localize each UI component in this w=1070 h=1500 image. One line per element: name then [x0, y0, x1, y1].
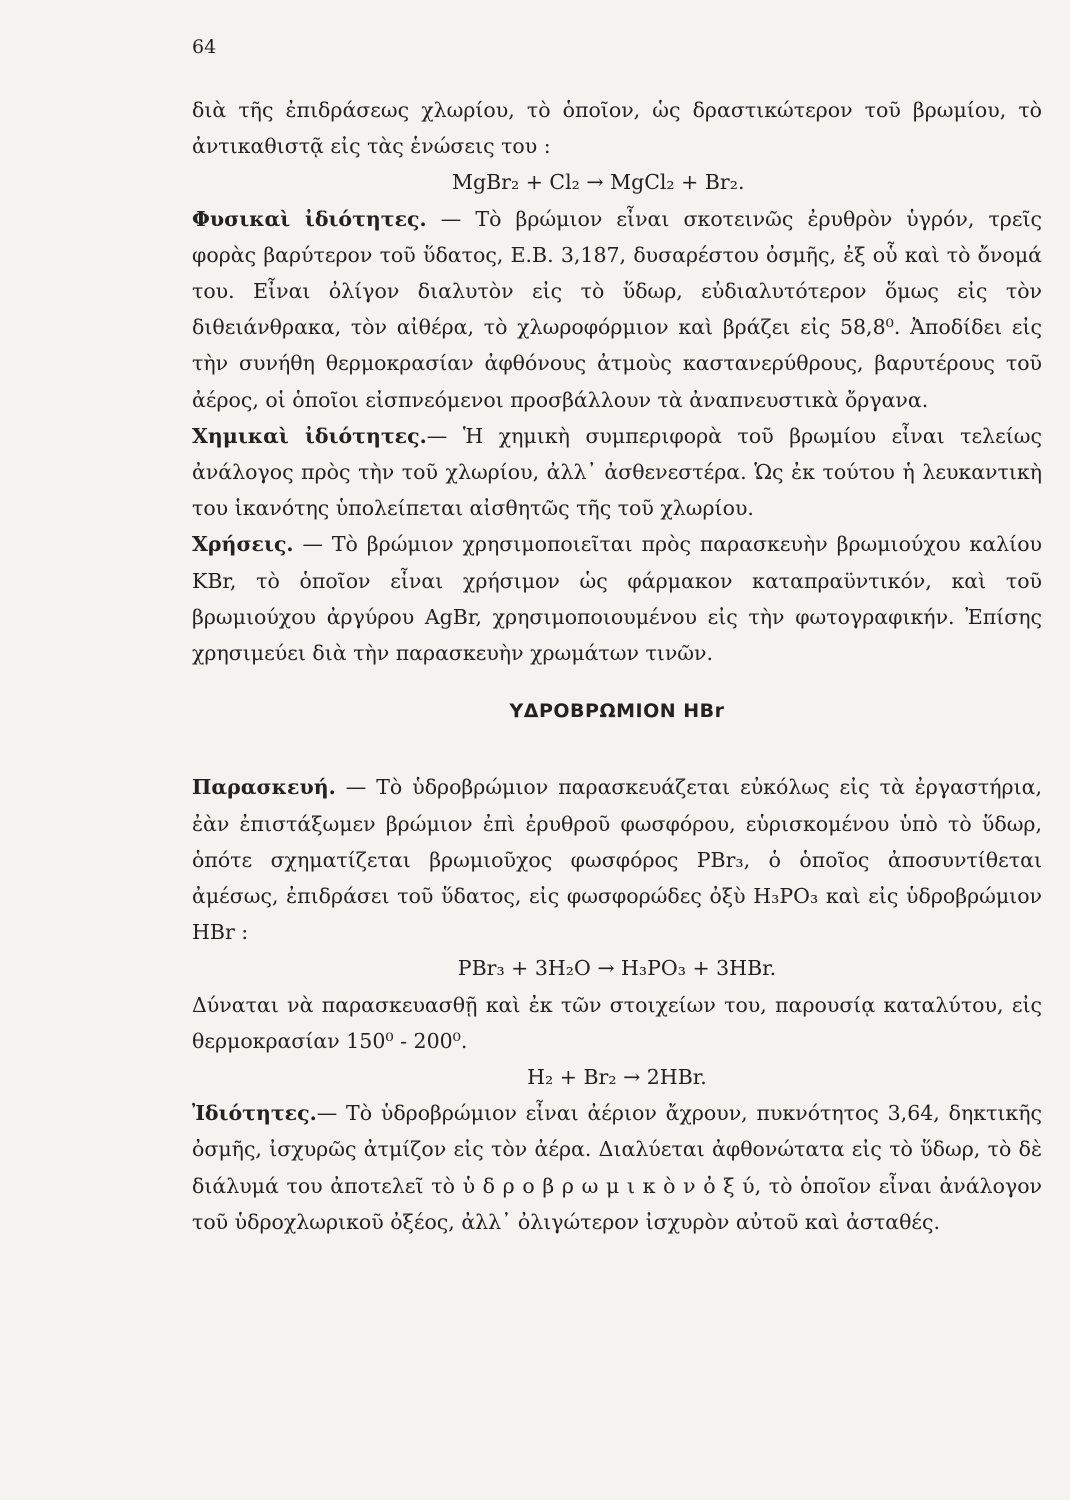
uses-text: — Τὸ βρώμιον χρησιμοποιεῖται πρὸς παρασκευὴν βρωμιούχου καλίου KBr, τὸ ὁποῖον εἶναι χρήσιμον ὡς φάρμακον καταπραϋντικόν, καὶ τοῦ βρωμιούχου ἀργύρου AgBr, χρησιμοποιουμένου εἰς τὴν φωτογραφικήν. Ἐπίσης χρησιμεύει διὰ τὴν παρασκευὴν χρωμάτων τινῶν.	[192, 532, 1042, 666]
page-content	[192, 92, 1042, 1240]
equation-bromine-displacement: MgBr₂ + Cl₂ → MgCl₂ + Br₂.	[452, 170, 745, 195]
hbr-properties-heading: Ἰδιότητες.	[192, 1101, 317, 1126]
chemical-properties-paragraph	[192, 418, 1042, 527]
physical-properties-text: — Τὸ βρώμιον εἶναι σκοτεινῶς ἐρυθρὸν ὑγρόν, τρεῖς φορὰς βαρύτερον τοῦ ὕδατος, Ε.Β. 3,187, δυσαρέστου ὀσμῆς, ἐξ οὗ καὶ τὸ ὄνομά του. Εἶναι ὀλίγον διαλυτὸν εἰς τὸ ὕδωρ, εὐδιαλυτότερον ὅμως εἰς τὸν διθειάνθρακα, τὸν αἰθέρα, τὸ χλωροφόρμιον καὶ βράζει εἰς 58,8⁰. Ἀποδίδει εἰς τὴν συνήθη θερμοκρασίαν ἀφθόνους ἀτμοὺς καστανερύθρους, βαρυτέρους τοῦ ἀέρος, οἱ ὁποῖοι εἰσπνεόμενοι προσβάλλουν τὰ ἀναπνευστικὰ ὄργανα.	[192, 206, 1042, 412]
hbr-properties-text: — Τὸ ὑδροβρώμιον εἶναι ἀέριον ἄχρουν, πυκνότητος 3,64, δηκτικῆς ὀσμῆς, ἰσχυρῶς ἀτμίζον εἰς τὸν ἀέρα. Διαλύεται ἀφθονώτατα εἰς τὸ ὕδωρ, τὸ δὲ διάλυμά του ἀποτελεῖ τὸ ὑ δ ρ ο β ρ ω μ ι κ ὸ ν ὀ ξ ύ, τὸ ὁποῖον εἶναι ἀνάλογον τοῦ ὑδροχλωρικοῦ ὀξέος, ἀλλ᾽ ὀλιγώτερον ἰσχυρὸν αὐτοῦ καὶ ἀσταθές.	[192, 1101, 1042, 1234]
physical-properties-paragraph	[192, 201, 1042, 418]
physical-properties-heading: Φυσικαὶ ἰδιότητες.	[192, 206, 427, 231]
chemical-properties-heading: Χημικαὶ ἰδιότητες.	[192, 423, 427, 448]
synthesis-paragraph: Δύναται νὰ παρασκευασθῇ καὶ ἐκ τῶν στοιχείων του, παρουσίᾳ καταλύτου, εἰς θερμοκρασίαν 150⁰ - 200⁰.	[192, 992, 1042, 1053]
intro-paragraph: διὰ τῆς ἐπιδράσεως χλωρίου, τὸ ὁποῖον, ὡς δραστικώτερον τοῦ βρωμίου, τὸ ἀντικαθιστᾷ εἰς τὰς ἑνώσεις του :	[192, 98, 1042, 159]
equation-pbr3-hydrolysis: PBr₃ + 3H₂O → H₃PO₃ + 3HBr.	[457, 956, 777, 981]
chemical-properties-text: — Ἡ χημικὴ συμπεριφορὰ τοῦ βρωμίου εἶναι τελείως ἀνάλογος πρὸς τὴν τοῦ χλωρίου, ἀλλ᾽ ἀσθενεστέρα. Ὡς ἐκ τούτου ἡ λευκαντικὴ του ἱκανότης ὑπολείπεται αἰσθητῶς τῆς τοῦ χλωρίου.	[192, 423, 1042, 521]
preparation-text: — Τὸ ὑδροβρώμιον παρασκευάζεται εὐκόλως εἰς τὰ ἐργαστήρια, ἐὰν ἐπιστάξωμεν βρώμιον ἐπὶ ἐρυθροῦ φωσφόρου, εὑρισκομένου ὑπὸ τὸ ὕδωρ, ὁπότε σχηματίζεται βρωμιοῦχος φωσφόρος PBr₃, ὁ ὁποῖος ἀποσυντίθεται ἀμέσως, ἐπιδράσει τοῦ ὕδατος, εἰς φωσφορώδες ὀξὺ H₃PO₃ καὶ εἰς ὑδροβρώμιον HBr :	[192, 775, 1042, 945]
preparation-paragraph	[192, 769, 1042, 950]
page-number: 64	[192, 36, 217, 58]
equation-hbr-synthesis: H₂ + Br₂ → 2HBr.	[527, 1065, 707, 1090]
preparation-heading: Παρασκευή.	[192, 775, 336, 800]
section-title: ΥΔΡΟΒΡΩΜΙΟΝ HBr	[509, 700, 725, 723]
uses-paragraph	[192, 526, 1042, 671]
hbr-properties-paragraph	[192, 1095, 1042, 1240]
uses-heading: Χρήσεις.	[192, 532, 294, 557]
